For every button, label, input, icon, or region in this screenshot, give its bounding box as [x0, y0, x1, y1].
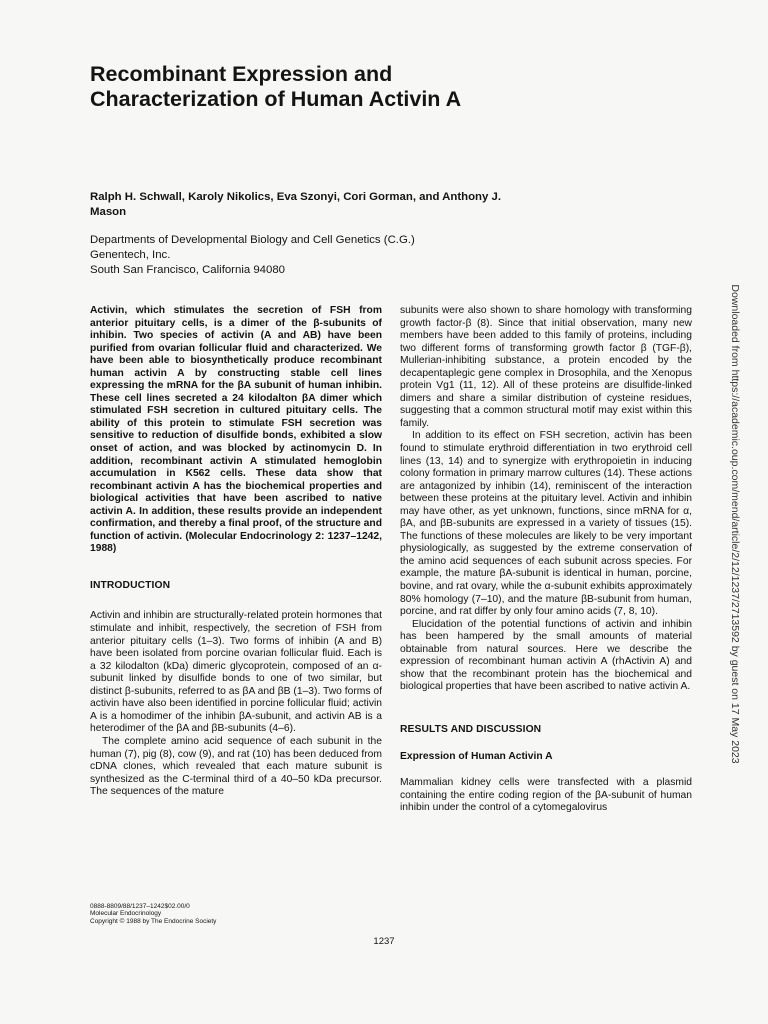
download-watermark-text: Downloaded from https://academic.oup.com/mend/article/2/12/1237/2713592 by guest on 17 May 2023 [729, 284, 741, 764]
page-number: 1237 [373, 936, 395, 947]
intro-paragraph-2-continued: subunits were also shown to share homology with transforming growth factor-β (8). Since that initial observation, many new members have been added to this family of proteins, including two different forms of transforming growth factor β (TGF-β), Mullerian-inhibiting substance, a protein encoded by the decapentaplegic gene complex in Drosophila, and the Xenopus protein Vg1 (11, 12). All of these proteins are disulfide-linked dimers and share a similar distribution of cysteine residues, suggesting that a common structural motif may exist within this family. [400, 305, 692, 429]
download-watermark [728, 286, 742, 762]
copyright-footer [90, 903, 216, 925]
article-title [90, 62, 650, 112]
affiliation-line-3: South San Francisco, California 94080 [90, 263, 286, 276]
results-paragraph-1: Mammalian kidney cells were transfected with a plasmid containing the entire coding region of the βA-subunit of human inhibin under the control of a cytomegalovirus [400, 777, 692, 814]
intro-paragraph-4: Elucidation of the potential functions of activin and inhibin has been hampered by the small amounts of material obtainable from natural sources. Here we describe the expression of recombinant human activin A (rhActivin A) and show that the recombinant protein has the biochemical and biological properties that have been ascribed to native activin A. [400, 618, 692, 693]
abstract: Activin, which stimulates the secretion of FSH from anterior pituitary cells, is a dimer of the β-subunits of inhibin. Two species of activin (A and AB) have been purified from ovarian follicular fluid and characterized. We have been able to biosynthetically produce recombinant human activin A by constructing stable cell lines expressing the mRNA for the βA subunit of human inhibin. These cell lines secreted a 24 kilodalton βA dimer which stimulated FSH secretion in cultured pituitary cells. The ability of this protein to stimulate FSH secretion was sensitive to reduction of disulfide bonds, exhibited a slow onset of action, and was blocked by actinomycin D. In addition, recombinant activin A stimulated hemoglobin accumulation in K562 cells. These data show that recombinant activin A has the biochemical properties and biological activities that have been ascribed to native activin A. In addition, these results provide an independent confirmation, and thereby a final proof, of the structure and function of activin. (Molecular Endocrinology 2: 1237–1242, 1988) [90, 305, 382, 555]
introduction-heading: INTRODUCTION [90, 579, 171, 591]
title-line-1: Recombinant Expression and [90, 62, 393, 86]
footer-line-1: 0888-8809/88/1237–1242$02.00/0 [90, 903, 190, 910]
author-list: Ralph H. Schwall, Karoly Nikolics, Eva Szonyi, Cori Gorman, and Anthony J. Mason [90, 191, 501, 218]
intro-paragraph-3: In addition to its effect on FSH secretion, activin has been found to stimulate erythroid differentiation in two erythroid cell lines (13, 14) and to synergize with erythropoietin in inducing colony formation in primary marrow cultures (14). These actions are antagonized by inhibin (14), reminiscent of the interaction between these proteins at the pituitary level. Activin and inhibin may have other, as yet unknown, functions, since mRNA for α, βA, and βB-subunits are expressed in a variety of tissues (15). The functions of these molecules are likely to be very important physiologically, as suggested by the extreme conservation of the amino acid sequences of each subunit across species. For example, the mature βA-subunit is identical in human, porcine, bovine, and rat ovary, while the α-subunit exhibits approximately 80% homology (7–10), and the mature βB-subunit from human, porcine, and rat differ by only four amino acids (7, 8, 10). [400, 430, 692, 618]
results-heading: RESULTS AND DISCUSSION [400, 723, 542, 735]
results-subheading: Expression of Human Activin A [400, 750, 553, 762]
intro-paragraph-2: The complete amino acid sequence of each subunit in the human (7), pig (8), cow (9), and rat (10) has been deduced from cDNA clones, which revealed that each mature subunit is synthesized as the C-terminal third of a 40–50 kDa precursor. The sequences of the mature [90, 735, 382, 798]
affiliation-line-2: Genentech, Inc. [90, 248, 171, 261]
footer-line-2: Molecular Endocrinology [90, 910, 162, 918]
right-column [400, 305, 692, 815]
title-line-2: Characterization of Human Activin A [90, 87, 462, 111]
footer-line-3: Copyright © 1988 by The Endocrine Society [90, 917, 217, 925]
left-column [90, 305, 382, 799]
affiliation-line-1: Departments of Developmental Biology and Cell Genetics (C.G.) [90, 234, 415, 246]
intro-paragraph-1: Activin and inhibin are structurally-related protein hormones that stimulate and inhibit, respectively, the secretion of FSH from anterior pituitary cells (1–3). Two forms of inhibin (A and B) have been isolated from porcine ovarian follicular fluid. Each is a 32 kilodalton (kDa) dimeric glycoprotein, composed of an α-subunit linked by disulfide bonds to one of two similar, but distinct β-subunits, referred to as βA and βB (1–3). Two forms of activin have also been identified in porcine follicular fluid; activin A is a homodimer of the inhibin βA-subunit, and activin AB is a heterodimer of the βA and βB-subunits (4–6). [90, 610, 382, 735]
affiliation [90, 233, 415, 277]
